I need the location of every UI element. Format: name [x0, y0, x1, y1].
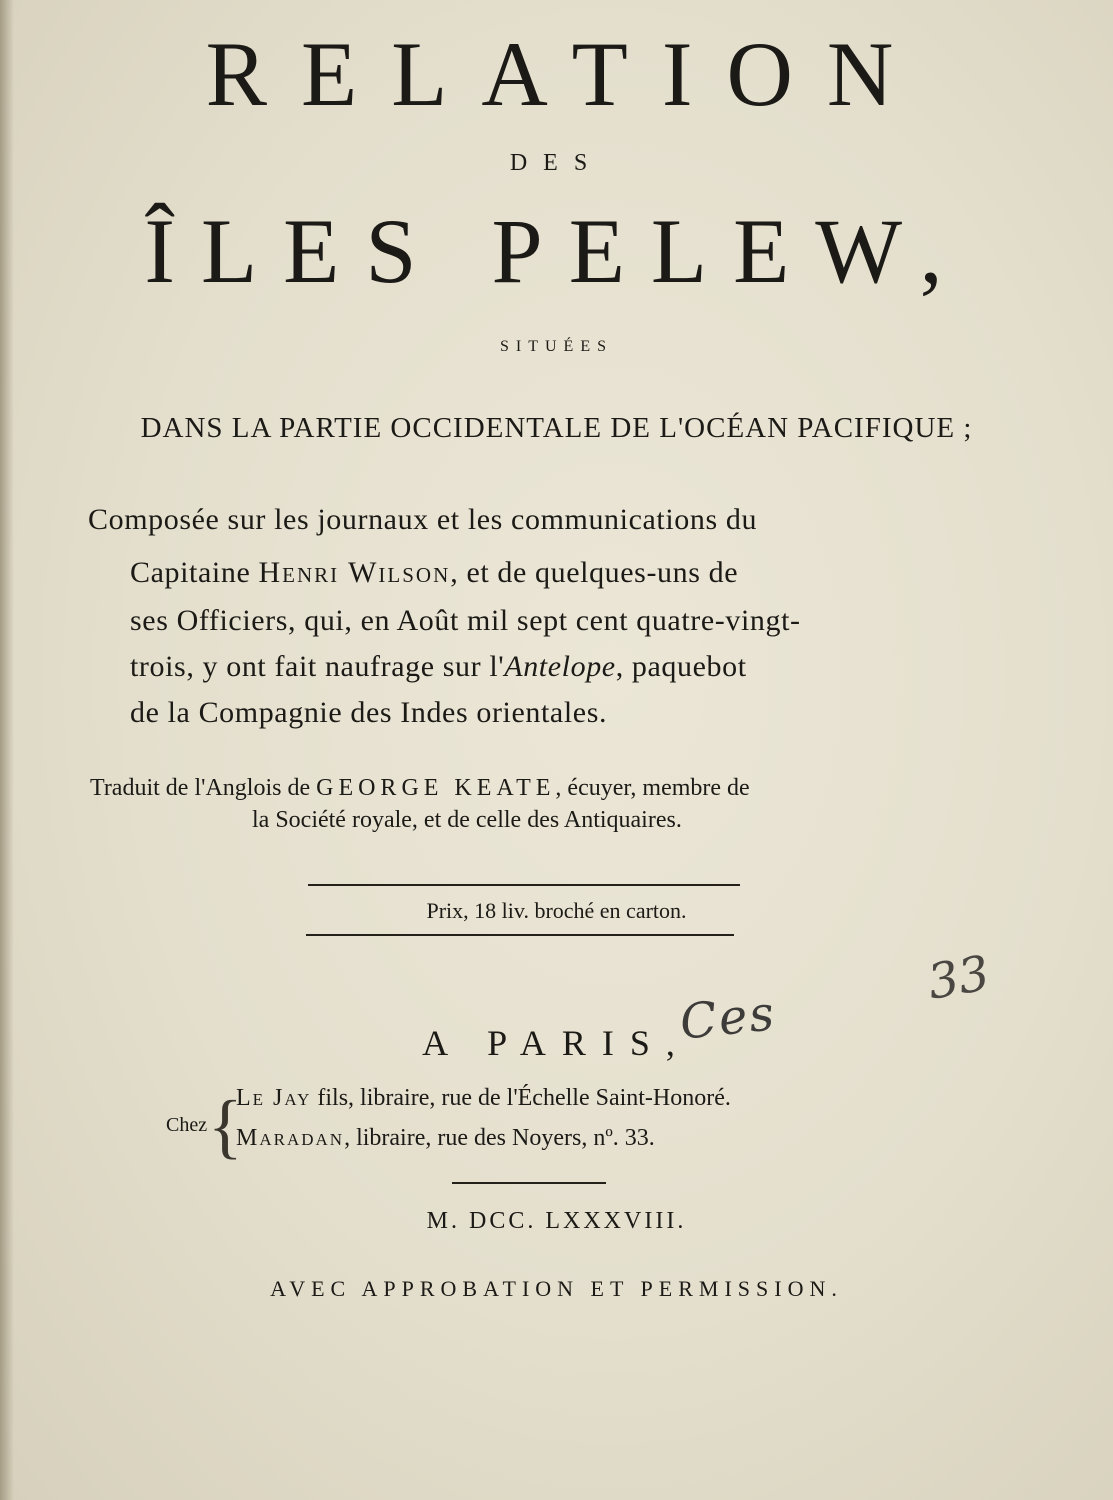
handwritten-number: 33 — [923, 945, 994, 1011]
price-rule-bottom — [306, 934, 734, 936]
ship-name: Antelope — [504, 650, 616, 683]
composition-line-2-start: Capitaine — [130, 556, 251, 589]
composition-line-4 — [130, 652, 747, 682]
composition-line-2-end: , et de quelques-uns de — [450, 556, 739, 589]
brace-icon: { — [208, 1086, 243, 1166]
publisher-line-2 — [236, 1126, 655, 1150]
publisher-1-name: Le Jay — [236, 1085, 312, 1111]
chez-label: Chez — [166, 1114, 208, 1136]
islands-title: ÎLES PELEW, — [144, 200, 969, 302]
composition-line-4-end: , paquebot — [615, 650, 747, 683]
translation-line-1-start: Traduit de l'Anglois de — [90, 775, 311, 801]
price-rule-top — [308, 884, 740, 886]
composition-line-2 — [130, 558, 738, 588]
subtitle-location: DANS LA PARTIE OCCIDENTALE DE L'OCÉAN PACIFIQUE ; — [140, 412, 973, 444]
translation-line-2: la Société royale, et de celle des Antiquaires. — [252, 807, 682, 833]
publisher-line-1 — [236, 1086, 731, 1110]
captain-name: Henri Wilson — [258, 556, 451, 589]
publication-date: M. DCC. LXXXVIII. — [426, 1208, 687, 1234]
price-label: Prix, 18 liv. broché en carton. — [426, 898, 687, 923]
composition-line-1: Composée sur les journaux et les communications du — [88, 503, 758, 536]
translation-line-1 — [90, 776, 750, 800]
date-rule — [452, 1182, 606, 1184]
publisher-2-address: , libraire, rue des Noyers, nº. 33. — [344, 1125, 655, 1151]
publisher-2-name: Maradan — [236, 1125, 345, 1151]
title-des: DES — [509, 150, 604, 176]
book-title: RELATION — [205, 23, 928, 125]
approbation-line: AVEC APPROBATION ET PERMISSION. — [270, 1276, 843, 1301]
publisher-1-address: fils, libraire, rue de l'Échelle Saint-Honoré. — [311, 1085, 731, 1111]
composition-line-5: de la Compagnie des Indes orientales. — [130, 696, 608, 729]
place-label: A PARIS, — [422, 1023, 691, 1063]
translator-name: GEORGE KEATE — [316, 775, 556, 801]
composition-line-4-start: trois, y ont fait naufrage sur l' — [130, 650, 505, 683]
composition-line-3: ses Officiers, qui, en Août mil sept cent quatre-vingt- — [130, 604, 801, 637]
handwritten-signature: Ces — [677, 985, 779, 1051]
situees-label: SITUÉES — [500, 338, 613, 355]
translation-line-1-end: , écuyer, membre de — [555, 775, 750, 801]
